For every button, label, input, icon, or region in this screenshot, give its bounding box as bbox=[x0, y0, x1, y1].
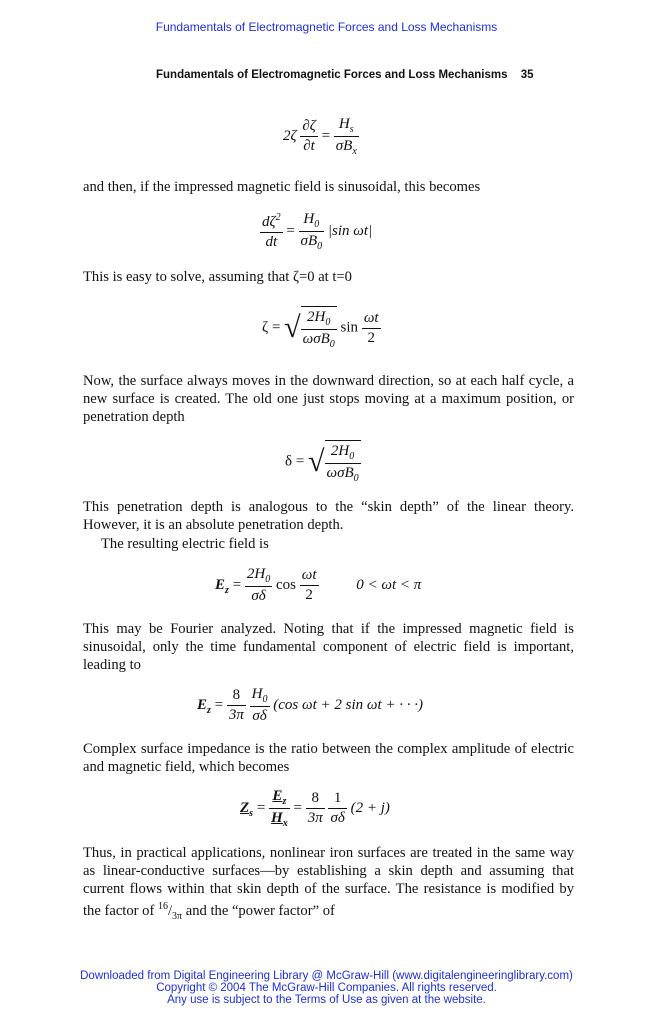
footer-copyright: Copyright © 2004 The McGraw-Hill Companies. All rights reserved. bbox=[156, 982, 497, 994]
eq2-tail: |sin ωt| bbox=[327, 222, 373, 239]
paragraph-1: and then, if the impressed magnetic field is sinusoidal, this becomes bbox=[83, 179, 481, 195]
footer-download-link[interactable]: Downloaded from Digital Engineering Library @ McGraw-Hill (www.digitalengineeringlibrary.com) bbox=[80, 970, 573, 982]
equation-7: $Z_s$ = $\frac{E_z}{H_x}$ = $\frac{8}{3\pi}$ $\frac{1}{\sigma\delta}$ (2 + j) bbox=[240, 788, 390, 829]
equation-1: 2ζ $\frac{\partial\zeta}{\partial t}$ = $\frac{H_s}{\sigma B_x}$ bbox=[283, 116, 357, 157]
equation-6: $E_z$ = $\frac{8}{3\pi}$ $\frac{H_0}{\sigma\delta}$ (cos ωt + 2 sin ωt + · · ·) bbox=[197, 686, 424, 724]
paragraph-7: Complex surface impedance is the ratio between the complex amplitude of electric and magnetic field, which becomes bbox=[83, 741, 574, 775]
eq6-tail: (cos ωt + 2 sin ωt + · · ·) bbox=[273, 696, 424, 713]
eq7-tail: (2 + j) bbox=[350, 799, 390, 816]
page-number: 35 bbox=[520, 69, 534, 81]
paragraph-6: This may be Fourier analyzed. Noting that if the impressed magnetic field is sinusoidal, only the time fundamental component of electric field is important, leading to bbox=[83, 621, 574, 673]
eq3-sqrt: √ $\frac{2H_0}{\omega\sigma B_0}$ bbox=[284, 306, 337, 350]
eq7-fraction-3: $\frac{1}{\sigma\delta}$ bbox=[330, 790, 345, 826]
running-title: Fundamentals of Electromagnetic Forces and Loss Mechanisms bbox=[156, 69, 508, 81]
eq2-fraction-right: $\frac{H_0}{\sigma B_0}$ bbox=[300, 211, 323, 252]
eq5-fraction-1: $\frac{2H_0}{\sigma\delta}$ bbox=[246, 566, 271, 604]
eq3-fraction: $\frac{\omega t}{2}$ bbox=[363, 309, 379, 346]
eq7-fraction-1: $\frac{E_z}{H_x}$ bbox=[271, 788, 288, 829]
eq1-fraction-left: $\frac{\partial\zeta}{\partial t}$ bbox=[302, 118, 316, 154]
paragraph-4: This penetration depth is analogous to the “skin depth” of the linear theory. However, it is an absolute penetration depth. bbox=[83, 499, 574, 533]
paragraph-8: Thus, in practical applications, nonlinear iron surfaces are treated in the same way as linear-conductive surfaces—by establishing a skin depth and assuming that current flows within that skin depth of the surface. The resistance is modified by the factor of $^{16}/_{3\pi}$ and the “power factor” of bbox=[83, 845, 574, 922]
equation-2: $\frac{d\zeta^2}{dt}$ = $\frac{H_0}{\sigma B_0}$ |sin ωt| bbox=[262, 211, 373, 252]
equation-5: $E_z$ = $\frac{2H_0}{\sigma\delta}$ cos $\frac{\omega t}{2}$ 0 < ωt < π bbox=[215, 566, 422, 604]
eq7-fraction-2: $\frac{8}{3\pi}$ bbox=[307, 790, 323, 826]
eq5-fraction-2: $\frac{\omega t}{2}$ bbox=[301, 567, 317, 603]
eq6-fraction-1: $\frac{8}{3\pi}$ bbox=[228, 687, 244, 723]
eq1-lhs: 2ζ bbox=[283, 127, 297, 144]
paragraph-2: This is easy to solve, assuming that ζ=0 at t=0 bbox=[83, 269, 352, 285]
eq3-lhs: ζ = bbox=[262, 319, 281, 336]
eq5-range: 0 < ωt < π bbox=[356, 576, 422, 593]
equation-3: ζ = √ $\frac{2H_0}{\omega\sigma B_0}$ sin $\frac{\omega t}{2}$ bbox=[262, 306, 381, 350]
eq2-fraction-left: $\frac{d\zeta^2}{dt}$ bbox=[262, 212, 281, 250]
paragraph-5: The resulting electric field is bbox=[101, 536, 269, 552]
running-header bbox=[156, 69, 533, 81]
eq6-fraction-2: $\frac{H_0}{\sigma\delta}$ bbox=[251, 686, 268, 724]
eq4-sqrt: √ $\frac{2H_0}{\omega\sigma B_0}$ bbox=[308, 440, 361, 484]
eq1-fraction-right: $\frac{H_s}{\sigma B_x}$ bbox=[335, 116, 357, 157]
equation-4 bbox=[285, 440, 361, 484]
footer-terms: Any use is subject to the Terms of Use as given at the website. bbox=[167, 994, 486, 1006]
source-banner: Fundamentals of Electromagnetic Forces and Loss Mechanisms bbox=[155, 20, 498, 34]
footer bbox=[0, 970, 653, 1006]
eq4-lhs: δ = bbox=[285, 453, 305, 470]
paragraph-3: Now, the surface always moves in the downward direction, so at each half cycle, a new surface is created. The old one just stops moving at a maximum position, or penetration depth bbox=[83, 373, 574, 425]
